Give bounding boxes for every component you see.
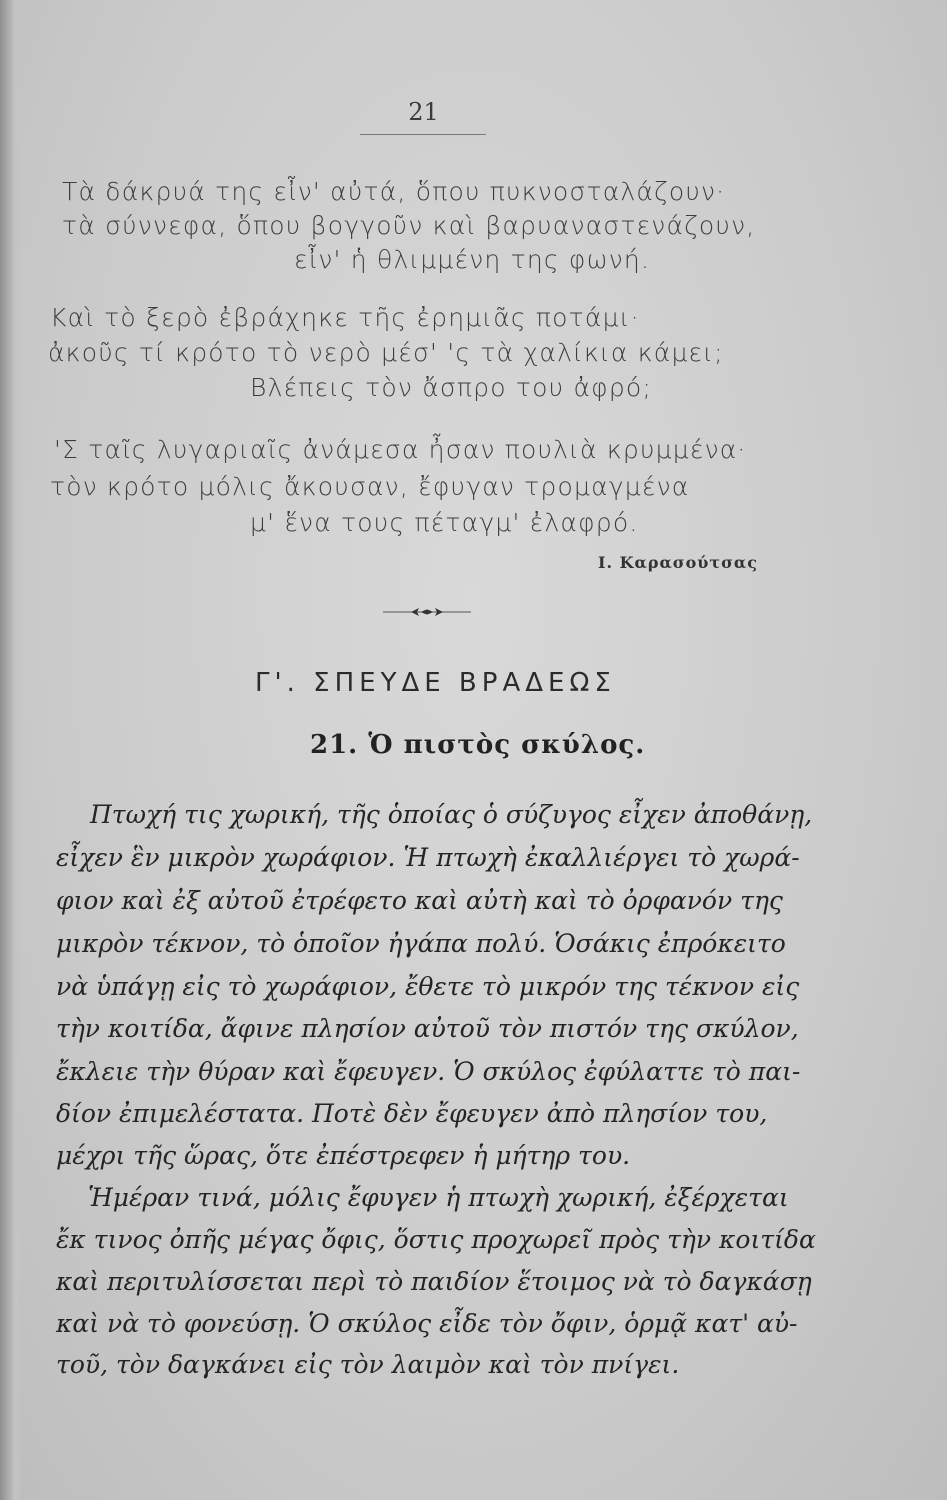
page-number: 21 [408,98,439,126]
poem-line: τὸν κρότο μόλις ἄκουσαν, ἔφυγαν τρομαγμένα [50,472,690,501]
section-title: Γ'. ΣΠΕΥΔΕ ΒΡΑΔΕΩΣ [255,668,616,698]
prose-line: Ἡμέραν τινά, μόλις ἔφυγεν ἡ πτωχὴ χωρική, ἐξέρχεται [88,1183,789,1212]
prose-line: εἶχεν ἓν μικρὸν χωράφιον. Ἡ πτωχὴ ἐκαλλιέργει τὸ χωρά- [56,843,800,872]
page-binding-edge [0,0,22,1500]
prose-line: φιον καὶ ἐξ αὐτοῦ ἐτρέφετο καὶ αὐτὴ καὶ τὸ ὀρφανόν της [56,886,783,915]
ornament-divider-icon [383,603,471,621]
prose-line: καὶ νὰ τὸ φονεύσῃ. Ὁ σκύλος εἶδε τὸν ὄφιν, ὁρμᾷ κατ' αὐ- [56,1309,798,1338]
header-rule [360,134,486,135]
story-title: 21. Ὁ πιστὸς σκύλος. [310,730,646,760]
prose-line: ἔκ τινος ὀπῆς μέγας ὄφις, ὅστις προχωρεῖ πρὸς τὴν κοιτίδα [56,1225,816,1254]
poem-line: 'Σ ταῖς λυγαριαῖς ἀνάμεσα ἦσαν πουλιὰ κρυμμένα· [54,435,747,464]
prose-line: μέχρι τῆς ὥρας, ὅτε ἐπέστρεφεν ἡ μήτηρ του. [56,1141,631,1170]
poem-line: εἶν' ἡ θλιμμένη της φωνή. [294,245,651,274]
prose-line: τοῦ, τὸν δαγκάνει εἰς τὸν λαιμὸν καὶ τὸν πνίγει. [56,1350,680,1379]
prose-line: μικρὸν τέκνον, τὸ ὁποῖον ἠγάπα πολύ. Ὁσάκις ἐπρόκειτο [56,929,786,958]
poem-line: Τὰ δάκρυά της εἶν' αὐτά, ὅπου πυκνοσταλάζουν· [62,177,726,206]
poem-line: τὰ σύννεφα, ὅπου βογγοῦν καὶ βαρυαναστενάζουν, [62,211,756,240]
prose-line: ἔκλειε τὴν θύραν καὶ ἔφευγεν. Ὁ σκύλος ἐφύλαττε τὸ παι- [56,1057,801,1086]
poem-line: Καὶ τὸ ξερὸ ἐβράχηκε τῆς ἐρημιᾶς ποτάμι· [50,303,640,332]
prose-line: τὴν κοιτίδα, ἄφινε πλησίον αὐτοῦ τὸν πιστόν της σκύλον, [56,1014,799,1043]
prose-line: δίον ἐπιμελέστατα. Ποτὲ δὲν ἔφευγεν ἀπὸ πλησίον του, [56,1099,768,1128]
prose-line: Πτωχή τις χωρική, τῆς ὁποίας ὁ σύζυγος εἶχεν ἀποθάνῃ, [90,800,813,829]
poem-line: μ' ἕνα τους πέταγμ' ἐλαφρό. [250,508,639,537]
poem-line: ἀκοῦς τί κρότο τὸ νερὸ μέσ' 'ς τὰ χαλίκια κάμει; [48,338,724,367]
poem-line: Βλέπεις τὸν ἄσπρο του ἀφρό; [250,373,653,402]
poem-author: Ι. Καρασούτσας [598,553,758,572]
prose-line: νὰ ὑπάγῃ εἰς τὸ χωράφιον, ἔθετε τὸ μικρόν της τέκνον εἰς [56,972,800,1001]
prose-line: καὶ περιτυλίσσεται περὶ τὸ παιδίον ἕτοιμος νὰ τὸ δαγκάσῃ [56,1267,812,1296]
